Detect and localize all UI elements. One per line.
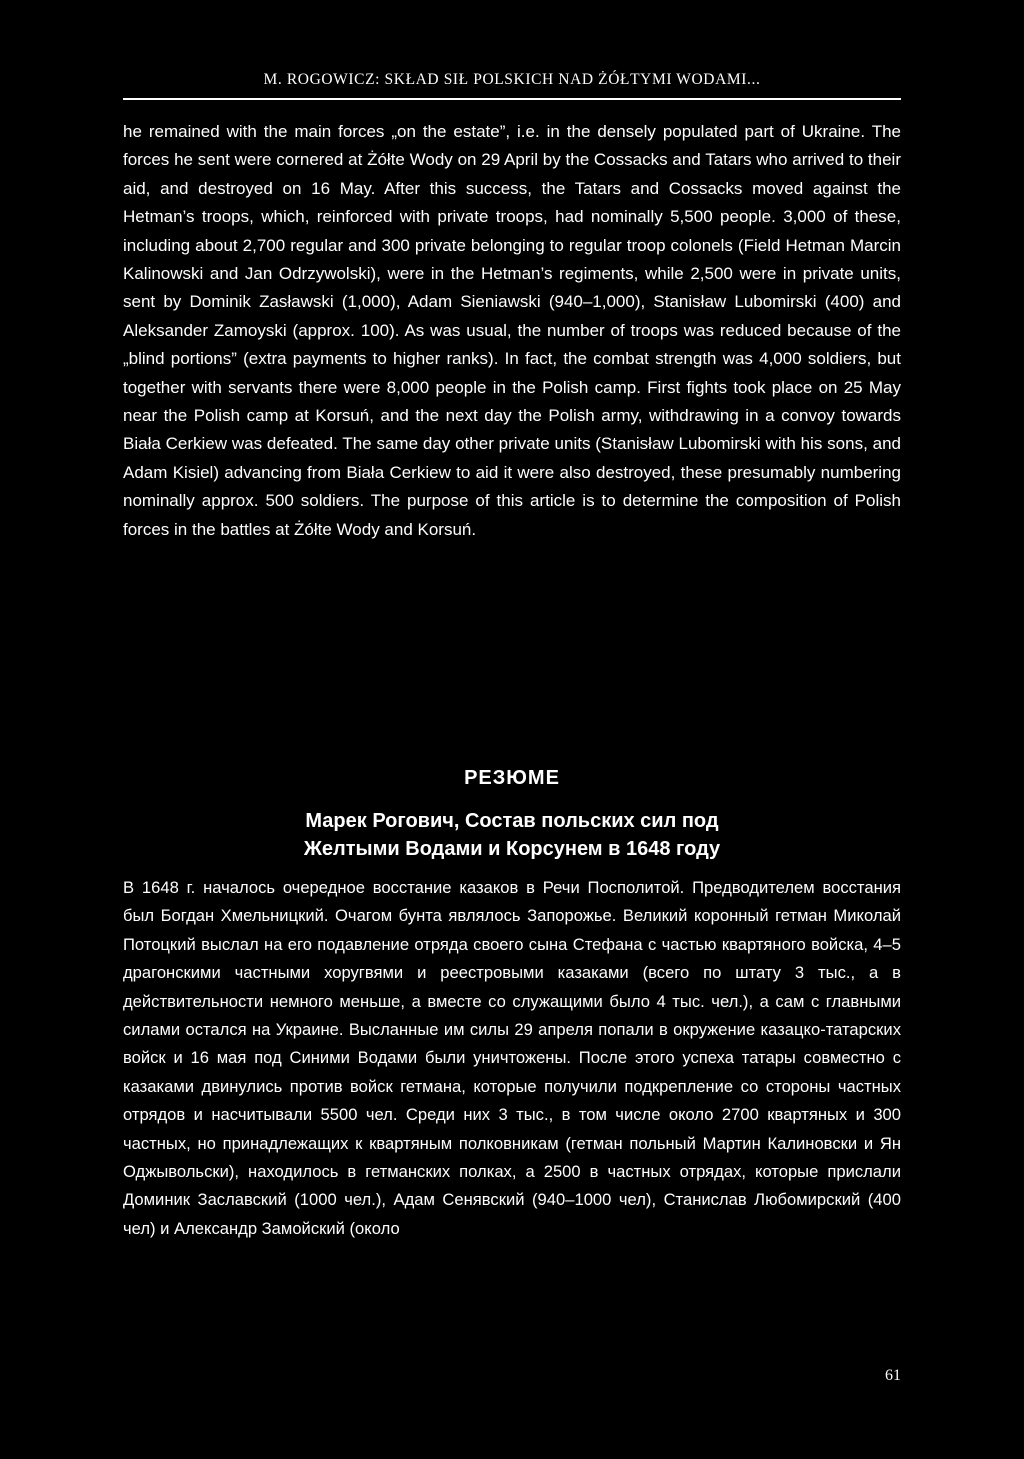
page-number: 61 bbox=[885, 1367, 901, 1384]
header-rule bbox=[123, 98, 901, 100]
resume-heading: РЕЗЮМЕ bbox=[464, 767, 560, 789]
running-header: M. ROGOWICZ: SKŁAD SIŁ POLSKICH NAD ŻÓŁTYMI WODAMI... bbox=[263, 71, 761, 88]
english-summary-paragraph: he remained with the main forces „on the estate”, i.e. in the densely populated part of Ukraine. The forces he sent were cornered at Żółte Wody on 29 April by the Cossacks and Tatars who arrived to their aid, and destroyed on 16 May. After this success, the Tatars and Cossacks moved against the Hetman’s troops, which, reinforced with private troops, had nominally 5,500 people. 3,000 of these, including about 2,700 regular and 300 private belonging to regular troop colonels (Field Hetman Marcin Kalinowski and Jan Odrzywolski), were in the Hetman’s regiments, while 2,500 were in private units, sent by Dominik Zasławski (1,000), Adam Sieniawski (940–1,000), Stanisław Lubomirski (400) and Aleksander Zamoyski (approx. 100). As was usual, the number of troops was reduced because of the „blind portions” (extra payments to higher ranks). In fact, the combat strength was 4,000 soldiers, but together with servants there were 8,000 people in the Polish camp. First fights took place on 25 May near the Polish camp at Korsuń, and the next day the Polish army, withdrawing in a convoy towards Biała Cerkiew was defeated. The same day other private units (Stanisław Lubomirski with his sons, and Adam Kisiel) advancing from Biała Cerkiew to aid it were also destroyed, these presumably numbering nominally approx. 500 soldiers. The purpose of this article is to determine the composition of Polish forces in the battles at Żółte Wody and Korsuń. bbox=[123, 122, 901, 539]
resume-title-line-2: Желтыми Водами и Корсунем в 1648 году bbox=[303, 838, 721, 860]
resume-title bbox=[123, 807, 901, 863]
resume-paragraph: В 1648 г. началось очередное восстание казаков в Речи Посполитой. Предводителем восстания был Богдан Хмельницкий. Очагом бунта являлось Запорожье. Великий коронный гетман Миколай Потоцкий выслал на его подавление отряда своего сына Стефана с частью квартяного войска, 4–5 драгонскими частными хоругвями и реестровыми казаками (всего по штату 3 тыс., а в действительности немного меньше, а вместе со служащими было 4 тыс. чел.), а сам с главными силами остался на Украине. Высланные им силы 29 апреля попали в окружение казацко-татарских войск и 16 мая под Синими Водами были уничтожены. После этого успеха татары совместно с казаками двинулись против войск гетмана, которые получили подкрепление со стороны частных отрядов и насчитывали 5500 чел. Среди них 3 тыс., в том числе около 2700 квартяных и 300 частных, но принадлежащих к квартяным полковникам (гетман польный Мартин Калиновски и Ян Оджывольски), находилось в гетманских полках, а 2500 в частных отрядах, которые прислали Доминик Заславский (1000 чел.), Адам Сенявский (940–1000 чел), Станислав Любомирский (400 чел) и Александр Замойский (около bbox=[123, 878, 901, 1238]
resume-title-line-1: Марек Рогович, Состав польских сил под bbox=[305, 810, 719, 832]
